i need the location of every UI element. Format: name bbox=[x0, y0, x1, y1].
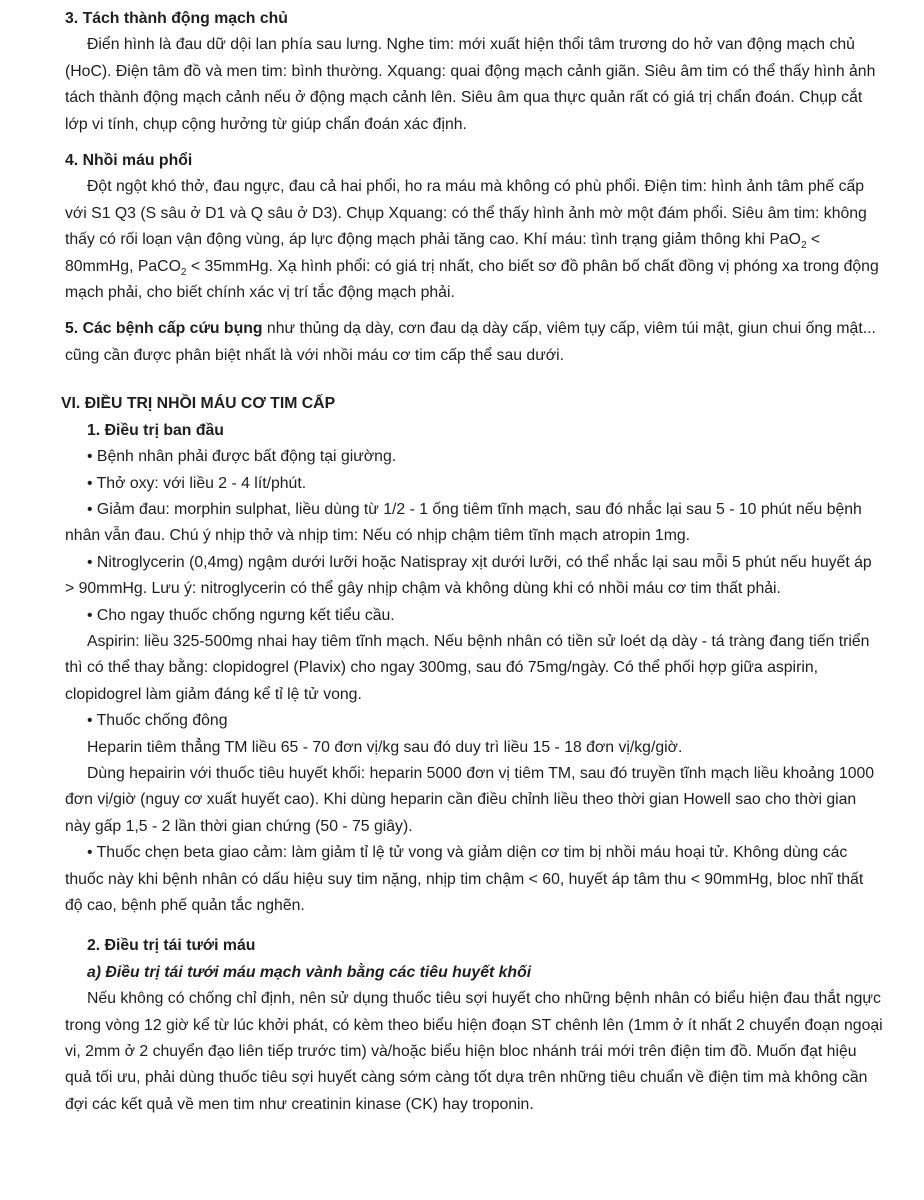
subsection-2a-heading: a) Điều trị tái tưới máu mạch vành bằng các tiêu huyết khối bbox=[87, 963, 532, 981]
heparin-dose-paragraph: Heparin tiêm thẳng TM liều 65 - 70 đơn vị/kg sau đó duy trì liều 15 - 18 đơn vị/kg/giờ. bbox=[87, 738, 683, 756]
section-4-text-c: < 35mmHg. Xạ hình phổi: có giá trị nhất, cho biết sơ đồ phân bố chất đồng vị phóng xa trong động mạch phải, cho biết chính xác vị trí tắc động mạch phải. bbox=[65, 257, 879, 302]
section-5-body: như thủng dạ dày, cơn đau dạ dày cấp, viêm tụy cấp, viêm túi mật, giun chui ống mật... cũng cần được phân biệt nhất là với nhồi máu cơ tim cấp thể sau dưới. bbox=[65, 320, 876, 364]
bullet-nitroglycerin: • Nitroglycerin (0,4mg) ngậm dưới lưỡi hoặc Natispray xịt dưới lưỡi, có thể nhắc lại sau mỗi 5 phút nếu huyết áp > 90mmHg. Lưu ý: nitroglycerin có thể gây nhịp chậm và không dùng khi có nhồi máu cơ tim thất phải. bbox=[65, 553, 872, 598]
bullet-beta-blocker: • Thuốc chẹn beta giao cảm: làm giảm tỉ lệ tử vong và giảm diện cơ tim bị nhồi máu hoại tử. Không dùng các thuốc này khi bệnh nhân có dấu hiệu suy tim nặng, nhịp tim chậm < 60, huyết áp tâm thu < 90mmHg, bloc nhĩ thất độ cao, bệnh phế quản tắc nghẽn. bbox=[65, 844, 864, 914]
pao2-subscript: 2 bbox=[800, 240, 807, 252]
section-4-text-b: < 80mmHg, PaCO bbox=[65, 231, 821, 275]
paco2-subscript: 2 bbox=[180, 266, 187, 278]
bullet-pain-relief: • Giảm đau: morphin sulphat, liều dùng từ 1/2 - 1 ống tiêm tĩnh mạch, sau đó nhắc lại sau 5 - 10 phút nếu bệnh nhân vẫn đau. Chú ý nhịp thở và nhịp tim: Nếu có nhịp chậm tiêm tĩnh mạch atropin 1mg. bbox=[65, 500, 862, 545]
section-vi-title: VI. ĐIỀU TRỊ NHỒI MÁU CƠ TIM CẤP bbox=[61, 395, 336, 413]
bullet-antiplatelet: • Cho ngay thuốc chống ngưng kết tiểu cầu. bbox=[87, 606, 395, 624]
bullet-bed-rest: • Bệnh nhân phải được bất động tại giường. bbox=[87, 448, 397, 466]
reperfusion-paragraph: Nếu không có chống chỉ định, nên sử dụng thuốc tiêu sợi huyết cho những bệnh nhân có biểu hiện đau thắt ngực trong vòng 12 giờ kể từ lúc khởi phát, có kèm theo biểu hiện đoạn ST chênh lên (1mm ở ít nhất 2 chuyển đoạn ngoại vi, 2mm ở 2 chuyển đạo liên tiếp trước tim) và/hoặc biểu hiện bloc nhánh trái mới trên điện tim đồ. Muốn đạt hiệu quả tối ưu, phải dùng thuốc tiêu sợi huyết càng sớm càng tốt dựa trên những tiêu chuẩn về điện tim mà không cần đợi các kết quả về men tim như creatinin kinase (CK) hay troponin. bbox=[65, 990, 883, 1113]
aspirin-paragraph: Aspirin: liều 325-500mg nhai hay tiêm tĩnh mạch. Nếu bệnh nhân có tiền sử loét dạ dày - tá tràng đang tiến triển thì có thể thay bằng: clopidogrel (Plavix) cho ngay 300mg, sau đó 75mg/ngày. Có thể phối hợp giữa aspirin, clopidogrel làm giảm đáng kể tỉ lệ tử vong. bbox=[65, 632, 870, 703]
subsection-2-heading: 2. Điều trị tái tưới máu bbox=[87, 937, 256, 955]
section-5-heading: 5. Các bệnh cấp cứu bụng bbox=[65, 320, 263, 338]
subsection-1-heading: 1. Điều trị ban đầu bbox=[87, 421, 224, 439]
section-4-text-a: Đột ngột khó thở, đau ngực, đau cả hai phổi, ho ra máu mà không có phù phổi. Điện tim: hình ảnh tâm phế cấp với S1 Q3 (S sâu ở D1 và Q sâu ở D3). Chụp Xquang: có thể thấy hình ảnh mờ một đám phổi. Siêu âm tim: không thấy có rối loạn vận động vùng, áp lực động mạch phải tăng cao. Khí máu: tình trạng giảm thông khi PaO bbox=[65, 178, 867, 249]
section-4-body bbox=[65, 174, 884, 306]
bullet-oxygen: • Thở oxy: với liều 2 - 4 lít/phút. bbox=[87, 474, 307, 492]
section-4-heading: 4. Nhồi máu phổi bbox=[65, 152, 193, 170]
section-3-heading: 3. Tách thành động mạch chủ bbox=[65, 10, 288, 27]
heparin-thrombolytic-paragraph: Dùng hepairin với thuốc tiêu huyết khối: heparin 5000 đơn vị tiêm TM, sau đó truyền tĩnh mạch liều khoảng 1000 đơn vị/giờ (nguy cơ xuất huyết cao). Khi dùng heparin cần điều chỉnh liều theo thời gian Howell sao cho thời gian này gấp 1,5 - 2 lần thời gian chứng (50 - 75 giây). bbox=[65, 764, 875, 835]
section-5-paragraph bbox=[65, 316, 884, 369]
section-3-body: Điển hình là đau dữ dội lan phía sau lưng. Nghe tim: mới xuất hiện thổi tâm trương do hở van động mạch chủ (HoC). Điện tâm đồ và men tim: bình thường. Xquang: quai động mạch cảnh giãn. Siêu âm tim có thể thấy hình ảnh tách thành động mạch cảnh nếu ở động mạch cảnh lên. Siêu âm qua thực quản rất có giá trị chẩn đoán. Chụp cắt lớp vi tính, chụp cộng hưởng từ giúp chẩn đoán xác định. bbox=[65, 36, 876, 133]
bullet-anticoagulant: • Thuốc chống đông bbox=[87, 712, 228, 730]
